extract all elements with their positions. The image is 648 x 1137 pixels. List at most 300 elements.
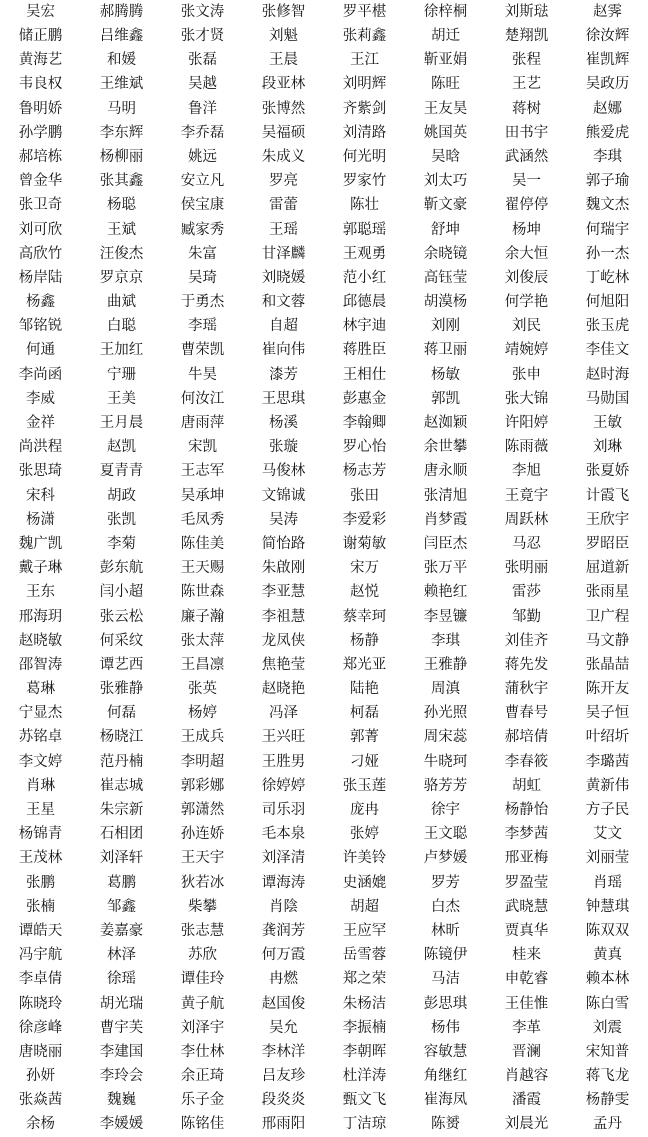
name-cell: 毛凤秀	[180, 511, 225, 528]
name-cell: 何光明	[342, 148, 387, 165]
name-cell: 张修智	[261, 3, 306, 20]
name-cell: 龙凤侠	[261, 632, 306, 649]
name-cell: 白聪	[107, 318, 136, 335]
name-cell: 吴政历	[585, 76, 630, 93]
name-cell: 王维斌	[99, 76, 144, 93]
name-cell: 王兴旺	[261, 729, 306, 746]
name-cell: 张楠	[26, 898, 55, 915]
name-cell: 郭彩娜	[180, 777, 225, 794]
name-cell: 李昱镰	[423, 608, 468, 625]
name-cell: 吴宏	[26, 3, 55, 20]
name-cell: 余大恒	[504, 245, 549, 262]
name-cell: 郭聪瑶	[342, 221, 387, 238]
name-cell: 自超	[269, 318, 298, 335]
name-cell: 张程	[512, 52, 541, 69]
name-cell: 陈世森	[180, 584, 225, 601]
name-cell: 蔡幸珂	[342, 608, 387, 625]
name-cell: 何学艳	[504, 294, 549, 311]
name-cell: 李威	[26, 390, 55, 407]
name-cell: 邹铭锐	[18, 318, 63, 335]
name-cell: 张卫奇	[18, 197, 63, 214]
name-cell: 陈铭佳	[180, 1116, 225, 1133]
name-cell: 崔向伟	[261, 342, 306, 359]
name-cell: 陈佳美	[180, 535, 225, 552]
name-cell: 李亚慧	[261, 584, 306, 601]
name-cell: 李璐茜	[585, 753, 630, 770]
name-cell: 李祖慧	[261, 608, 306, 625]
name-cell: 宁珊	[107, 366, 136, 383]
name-cell: 廉子瀚	[180, 608, 225, 625]
name-cell: 赵娜	[593, 100, 622, 117]
name-cell: 谭艺西	[99, 656, 144, 673]
name-cell: 屈道新	[585, 560, 630, 577]
name-cell: 郝腾腾	[99, 3, 144, 20]
name-cell: 和媛	[107, 52, 136, 69]
name-cell: 刘泽轩	[99, 850, 144, 867]
name-cell: 王竟宇	[504, 487, 549, 504]
name-cell: 司乐羽	[261, 802, 306, 819]
name-cell: 吴福硕	[261, 124, 306, 141]
name-cell: 唐晓丽	[18, 1043, 63, 1060]
name-cell: 马勋国	[585, 390, 630, 407]
name-cell: 刁娅	[350, 753, 379, 770]
name-cell: 孙光照	[423, 705, 468, 722]
name-cell: 罗京京	[99, 269, 144, 286]
name-cell: 肖琳	[26, 777, 55, 794]
name-cell: 罗昭臣	[585, 535, 630, 552]
name-cell: 王敏	[593, 415, 622, 432]
name-cell: 邹鑫	[107, 898, 136, 915]
name-cell: 张凯	[107, 511, 136, 528]
name-cell: 孙连娇	[180, 826, 225, 843]
name-cell: 余世攀	[423, 439, 468, 456]
name-cell: 靖婉婷	[504, 342, 549, 359]
name-cell: 王艺	[512, 76, 541, 93]
name-cell: 胡政	[107, 487, 136, 504]
name-cell: 高欣竹	[18, 245, 63, 262]
name-cell: 乐子金	[180, 1092, 225, 1109]
name-cell: 宋万	[350, 560, 379, 577]
name-cell: 黄子航	[180, 995, 225, 1012]
name-cell: 范丹楠	[99, 753, 144, 770]
name-cell: 丁屹林	[585, 269, 630, 286]
name-cell: 和文蓉	[261, 294, 306, 311]
name-cell: 李琪	[431, 632, 460, 649]
name-cell: 李媛媛	[99, 1116, 144, 1133]
name-cell: 赖艳红	[423, 584, 468, 601]
name-cell: 冉燃	[269, 971, 298, 988]
name-cell: 彭惠金	[342, 390, 387, 407]
name-cell: 周宋蕊	[423, 729, 468, 746]
name-cell: 李文婷	[18, 753, 63, 770]
name-cell: 鲁明娇	[18, 100, 63, 117]
name-cell: 李玲会	[99, 1068, 144, 1085]
name-cell: 金祥	[26, 415, 55, 432]
name-cell: 邵智涛	[18, 656, 63, 673]
name-cell: 靳亚娟	[423, 52, 468, 69]
name-cell: 徐汝辉	[585, 28, 630, 45]
name-cell: 闫小超	[99, 584, 144, 601]
name-cell: 杨潇	[26, 511, 55, 528]
name-cell: 刘太巧	[423, 173, 468, 190]
name-cell: 杜洋涛	[342, 1068, 387, 1085]
name-cell: 肖梦霞	[423, 511, 468, 528]
name-cell: 谢菊敏	[342, 535, 387, 552]
name-cell: 李春筱	[504, 753, 549, 770]
name-cell: 王茂林	[18, 850, 63, 867]
name-cell: 舒坤	[431, 221, 460, 238]
name-cell: 储正鹏	[18, 28, 63, 45]
name-cell: 张晶喆	[585, 656, 630, 673]
name-cell: 史涵媲	[342, 874, 387, 891]
name-cell: 李建国	[99, 1043, 144, 1060]
name-cell: 杨敏	[431, 366, 460, 383]
name-cell: 张婷	[350, 826, 379, 843]
name-cell: 何瑞宇	[585, 221, 630, 238]
name-cell: 肖瑶	[593, 874, 622, 891]
name-cell: 胡迁	[431, 28, 460, 45]
name-cell: 张玉虎	[585, 318, 630, 335]
name-cell: 陈旺	[431, 76, 460, 93]
name-cell: 张莉鑫	[342, 28, 387, 45]
name-cell: 周跃林	[504, 511, 549, 528]
name-cell: 马忍	[512, 535, 541, 552]
name-cell: 刘可欣	[18, 221, 63, 238]
name-cell: 毛本泉	[261, 826, 306, 843]
name-cell: 魏文杰	[585, 197, 630, 214]
name-cell: 计霞飞	[585, 487, 630, 504]
name-cell: 余晓镜	[423, 245, 468, 262]
name-cell: 武涵然	[504, 148, 549, 165]
name-cell: 李尚函	[18, 366, 63, 383]
name-cell: 龚润芳	[261, 922, 306, 939]
name-cell: 许阳婷	[504, 415, 549, 432]
name-cell: 王晨	[269, 52, 298, 69]
name-cell: 罗盈莹	[504, 874, 549, 891]
name-cell: 叶绍圻	[585, 729, 630, 746]
name-cell: 张磊	[188, 52, 217, 69]
name-cell: 李琪	[593, 148, 622, 165]
name-cell: 王天赐	[180, 560, 225, 577]
name-cell: 戴子琳	[18, 560, 63, 577]
name-cell: 武晓慧	[504, 898, 549, 915]
name-cell: 吴一	[512, 173, 541, 190]
name-cell: 张雅静	[99, 681, 144, 698]
name-cell: 谭海涛	[261, 874, 306, 891]
name-cell: 李旭	[512, 463, 541, 480]
name-cell: 石相团	[99, 826, 144, 843]
name-cell: 夏青青	[99, 463, 144, 480]
name-cell: 李佳文	[585, 342, 630, 359]
name-cell: 吴承坤	[180, 487, 225, 504]
name-cell: 王美	[107, 390, 136, 407]
name-cell: 杨志芳	[342, 463, 387, 480]
name-cell: 宋科	[26, 487, 55, 504]
name-cell: 黄真	[593, 947, 622, 964]
name-cell: 鲁洋	[188, 100, 217, 117]
name-cell: 王昌凛	[180, 656, 225, 673]
name-cell: 刘晓媛	[261, 269, 306, 286]
name-cell: 马洁	[431, 971, 460, 988]
name-cell: 王观勇	[342, 245, 387, 262]
name-cell: 陈开友	[585, 681, 630, 698]
name-cell: 张焱茜	[18, 1092, 63, 1109]
name-cell: 蒋卫丽	[423, 342, 468, 359]
name-cell: 蒋先发	[504, 656, 549, 673]
name-cell: 彭思琪	[423, 995, 468, 1012]
name-cell: 于勇杰	[180, 294, 225, 311]
name-cell: 彭东航	[99, 560, 144, 577]
name-cell: 杨晓江	[99, 729, 144, 746]
name-cell: 张太萍	[180, 632, 225, 649]
name-cell: 肖陰	[269, 898, 298, 915]
name-cell: 吴晗	[431, 148, 460, 165]
name-cell: 曹春号	[504, 705, 549, 722]
name-cell: 牛晓珂	[423, 753, 468, 770]
name-cell: 崔志城	[99, 777, 144, 794]
name-cell: 何汝江	[180, 390, 225, 407]
name-cell: 马俊林	[261, 463, 306, 480]
name-cell: 陆艳	[350, 681, 379, 698]
name-cell: 汪俊杰	[99, 245, 144, 262]
name-cell: 李卓倩	[18, 971, 63, 988]
name-cell: 方子民	[585, 802, 630, 819]
name-cell: 焦艳莹	[261, 656, 306, 673]
name-cell: 何磊	[107, 705, 136, 722]
name-cell: 赵国俊	[261, 995, 306, 1012]
name-cell: 杨聪	[107, 197, 136, 214]
name-cell: 赵晓敏	[18, 632, 63, 649]
name-cell: 张璇	[269, 439, 298, 456]
name-cell: 臧家秀	[180, 221, 225, 238]
name-cell: 杨坤	[512, 221, 541, 238]
name-cell: 吴涛	[269, 511, 298, 528]
name-cell: 雷蕾	[269, 197, 298, 214]
name-cell: 葛琳	[26, 681, 55, 698]
name-cell: 白杰	[431, 898, 460, 915]
name-cell: 李振楠	[342, 1019, 387, 1036]
name-cell: 卢梦媛	[423, 850, 468, 867]
name-cell: 刘明辉	[342, 76, 387, 93]
name-cell: 刘魁	[269, 28, 298, 45]
name-cell: 谭佳玲	[180, 971, 225, 988]
name-cell: 王雅静	[423, 656, 468, 673]
name-cell: 邢海玥	[18, 608, 63, 625]
name-cell: 朱富	[188, 245, 217, 262]
name-cell: 李翰卿	[342, 415, 387, 432]
name-cell: 刘民	[512, 318, 541, 335]
name-cell: 张思琦	[18, 463, 63, 480]
name-cell: 张夏娇	[585, 463, 630, 480]
name-cell: 张明丽	[504, 560, 549, 577]
name-cell: 魏巍	[107, 1092, 136, 1109]
name-cell: 曲斌	[107, 294, 136, 311]
name-cell: 邱德晨	[342, 294, 387, 311]
name-cell: 郑之荣	[342, 971, 387, 988]
name-cell: 陈壮	[350, 197, 379, 214]
name-cell: 王胜男	[261, 753, 306, 770]
name-cell: 韦良权	[18, 76, 63, 93]
name-cell: 蒋胜臣	[342, 342, 387, 359]
name-cell: 张云松	[99, 608, 144, 625]
name-cell: 罗芳	[431, 874, 460, 891]
name-cell: 胡超	[350, 898, 379, 915]
name-cell: 陈镜伊	[423, 947, 468, 964]
name-cell: 甘泽麟	[261, 245, 306, 262]
name-cell: 李爱彩	[342, 511, 387, 528]
name-cell: 张博然	[261, 100, 306, 117]
name-cell: 刘俊辰	[504, 269, 549, 286]
name-cell: 岳雪蓉	[342, 947, 387, 964]
name-cell: 刘琳	[593, 439, 622, 456]
name-cell: 艾文	[593, 826, 622, 843]
name-cell: 徐瑶	[107, 971, 136, 988]
name-cell: 靳文豪	[423, 197, 468, 214]
name-cell: 徐彦峰	[18, 1019, 63, 1036]
name-cell: 宋凯	[188, 439, 217, 456]
name-cell: 郝培栋	[18, 148, 63, 165]
name-cell: 刘泽清	[261, 850, 306, 867]
name-cell: 李瑶	[188, 318, 217, 335]
name-cell: 张万平	[423, 560, 468, 577]
name-cell: 高钰莹	[423, 269, 468, 286]
name-cell: 刘丽莹	[585, 850, 630, 867]
name-cell: 吴允	[269, 1019, 298, 1036]
name-cell: 胡虹	[512, 777, 541, 794]
name-cell: 谭皓天	[18, 922, 63, 939]
name-cell: 蒋树	[512, 100, 541, 117]
name-cell: 段炎炎	[261, 1092, 306, 1109]
name-cell: 王江	[350, 52, 379, 69]
name-cell: 骆芳芳	[423, 777, 468, 794]
name-cell: 陈白雪	[585, 995, 630, 1012]
name-cell: 杨溪	[269, 415, 298, 432]
name-cell: 赵霁	[593, 3, 622, 20]
name-cell: 申乾睿	[504, 971, 549, 988]
name-cell: 肖越容	[504, 1068, 549, 1085]
name-cell: 崔凯辉	[585, 52, 630, 69]
name-cell: 文锦诚	[261, 487, 306, 504]
name-cell: 黄海艺	[18, 52, 63, 69]
name-cell: 角继红	[423, 1068, 468, 1085]
name-cell: 何旭阳	[585, 294, 630, 311]
name-cell: 张英	[188, 681, 217, 698]
name-cell: 王加红	[99, 342, 144, 359]
name-cell: 李梦茜	[504, 826, 549, 843]
name-cell: 王星	[26, 802, 55, 819]
name-cell: 庞冉	[350, 802, 379, 819]
name-cell: 郝培倩	[504, 729, 549, 746]
name-cell: 胡光瑞	[99, 995, 144, 1012]
name-cell: 段亚林	[261, 76, 306, 93]
name-cell: 雷莎	[512, 584, 541, 601]
name-cell: 丁洁琼	[342, 1116, 387, 1133]
name-cell: 姚远	[188, 148, 217, 165]
name-cell: 吴子恒	[585, 705, 630, 722]
name-cell: 张田	[350, 487, 379, 504]
name-cell: 李明超	[180, 753, 225, 770]
name-cell: 贾真华	[504, 922, 549, 939]
name-cell: 罗心怡	[342, 439, 387, 456]
name-cell: 狄若冰	[180, 874, 225, 891]
name-cell: 容敏慧	[423, 1043, 468, 1060]
name-cell: 冯宇航	[18, 947, 63, 964]
name-cell: 李东辉	[99, 124, 144, 141]
name-cell: 邢亚梅	[504, 850, 549, 867]
name-cell: 漆芳	[269, 366, 298, 383]
name-cell: 侯宝康	[180, 197, 225, 214]
name-cell: 杨柳丽	[99, 148, 144, 165]
name-cell: 余杨	[26, 1116, 55, 1133]
name-cell: 陈晓玲	[18, 995, 63, 1012]
name-cell: 楚翔凯	[504, 28, 549, 45]
name-cell: 郭凯	[431, 390, 460, 407]
name-cell: 简怡路	[261, 535, 306, 552]
name-cell: 赵悦	[350, 584, 379, 601]
name-cell: 崔海凤	[423, 1092, 468, 1109]
name-cell: 蒋飞龙	[585, 1068, 630, 1085]
name-cell: 姚国英	[423, 124, 468, 141]
name-cell: 徐婷婷	[261, 777, 306, 794]
name-cell: 郑光亚	[342, 656, 387, 673]
name-cell: 杨鑫	[26, 294, 55, 311]
name-cell: 朱成义	[261, 148, 306, 165]
name-cell: 刘清路	[342, 124, 387, 141]
name-cell: 葛鹏	[107, 874, 136, 891]
name-cell: 李乔磊	[180, 124, 225, 141]
name-cell: 王友昊	[423, 100, 468, 117]
name-cell: 晋澜	[512, 1043, 541, 1060]
name-cell: 黄新伟	[585, 777, 630, 794]
name-cell: 郭子瑜	[585, 173, 630, 190]
name-cell: 李革	[512, 1019, 541, 1036]
name-cell: 柴攀	[188, 898, 217, 915]
name-cell: 赵凯	[107, 439, 136, 456]
name-cell: 吴琦	[188, 269, 217, 286]
name-cell: 林泽	[107, 947, 136, 964]
name-cell: 吕维鑫	[99, 28, 144, 45]
name-cell: 杨静怡	[504, 802, 549, 819]
name-cell: 张玉莲	[342, 777, 387, 794]
name-cell: 齐紫剑	[342, 100, 387, 117]
name-cell: 张鹏	[26, 874, 55, 891]
name-cell: 范小红	[342, 269, 387, 286]
name-cell: 王瑶	[269, 221, 298, 238]
name-cell: 张其鑫	[99, 173, 144, 190]
name-cell: 宋知普	[585, 1043, 630, 1060]
name-cell: 闫臣杰	[423, 535, 468, 552]
name-cell: 王佳惟	[504, 995, 549, 1012]
name-cell: 赵晓艳	[261, 681, 306, 698]
name-cell: 张志慧	[180, 922, 225, 939]
name-cell: 孙妍	[26, 1068, 55, 1085]
name-cell: 牛昊	[188, 366, 217, 383]
name-cell: 魏广凯	[18, 535, 63, 552]
name-cell: 王东	[26, 584, 55, 601]
name-cell: 胡漠杨	[423, 294, 468, 311]
name-cell: 罗亮	[269, 173, 298, 190]
name-cell: 孙学鹏	[18, 124, 63, 141]
name-cell: 林昕	[431, 922, 460, 939]
name-cell: 王应罕	[342, 922, 387, 939]
name-cell: 周滇	[431, 681, 460, 698]
name-cell: 安立凡	[180, 173, 225, 190]
name-cell: 陈雨薇	[504, 439, 549, 456]
name-cell: 吕友珍	[261, 1068, 306, 1085]
name-cell: 李林洋	[261, 1043, 306, 1060]
name-cell: 王志军	[180, 463, 225, 480]
name-cell: 宁显杰	[18, 705, 63, 722]
